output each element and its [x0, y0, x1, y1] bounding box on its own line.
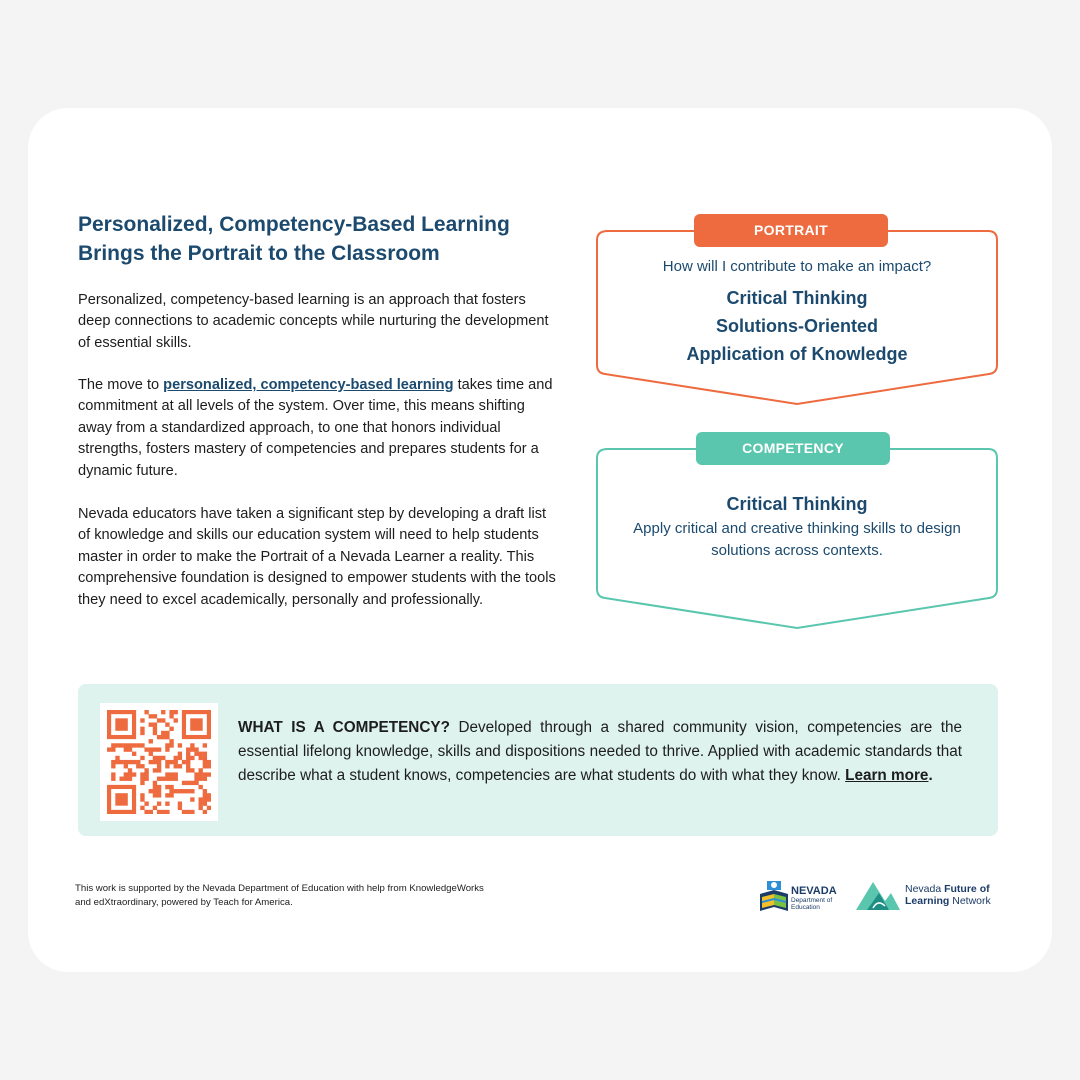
qr-module — [157, 747, 161, 751]
qr-module — [128, 743, 132, 747]
qr-module — [140, 806, 144, 810]
move-paragraph — [78, 375, 558, 482]
qr-module — [111, 747, 115, 751]
qr-module — [190, 781, 194, 785]
qr-module — [199, 756, 203, 760]
intro-paragraph: Personalized, competency-based learning is an approach that fosters deep connections to academic concepts while nurturing the development of essential skills. — [78, 292, 549, 351]
qr-module — [182, 810, 186, 814]
qr-module — [149, 739, 153, 743]
qr-module — [140, 727, 144, 731]
portrait-question: How will I contribute to make an impact? — [662, 258, 932, 275]
qr-module — [111, 772, 115, 776]
qr-module — [115, 718, 127, 730]
qr-module — [186, 768, 190, 772]
qr-module — [111, 764, 115, 768]
qr-module — [153, 785, 157, 789]
qr-module — [153, 722, 157, 726]
page-title-line-2: Brings the Portrait to the Classroom — [78, 242, 440, 265]
qr-module — [107, 747, 111, 751]
qr-module — [132, 760, 136, 764]
qr-module — [153, 768, 157, 772]
qr-module — [124, 747, 128, 751]
qr-module — [207, 806, 211, 810]
qr-module — [165, 743, 169, 747]
qr-module — [157, 802, 161, 806]
qr-module — [165, 810, 169, 814]
qr-module — [169, 789, 173, 793]
qr-module — [186, 747, 190, 751]
qr-module — [165, 793, 169, 797]
portrait-skill-item: Solutions-Oriented — [716, 316, 878, 336]
qr-module — [174, 756, 178, 760]
qr-module — [144, 802, 148, 806]
qr-module — [161, 735, 165, 739]
qr-module — [149, 760, 153, 764]
qr-module — [165, 747, 169, 751]
qr-module — [169, 785, 173, 789]
qr-module — [169, 739, 173, 743]
qr-module — [169, 743, 173, 747]
nfln-text-1: Nevada — [905, 883, 945, 895]
qr-module — [203, 802, 207, 806]
portrait-skill-item: Application of Knowledge — [686, 344, 908, 364]
qr-module — [194, 772, 198, 776]
qr-module — [153, 747, 157, 751]
qr-module — [190, 810, 194, 814]
qr-module — [182, 789, 186, 793]
qr-module — [169, 777, 173, 781]
qr-module — [178, 802, 182, 806]
page-title — [78, 210, 568, 268]
nevada-department-of-education-logo — [758, 880, 850, 914]
qr-module — [149, 752, 153, 756]
qr-module — [174, 789, 178, 793]
qr-module — [144, 768, 148, 772]
qr-module — [153, 793, 157, 797]
qr-module — [203, 793, 207, 797]
qr-module — [190, 718, 202, 730]
qr-module — [124, 777, 128, 781]
qr-module — [161, 731, 165, 735]
qr-module — [157, 785, 161, 789]
qr-module — [153, 731, 157, 735]
qr-module — [161, 777, 165, 781]
qr-module — [128, 768, 132, 772]
qr-module — [165, 722, 169, 726]
qr-module — [128, 760, 132, 764]
qr-module — [178, 789, 182, 793]
qr-module — [149, 747, 153, 751]
qr-module — [165, 760, 169, 764]
qr-module — [140, 743, 144, 747]
qr-module — [174, 710, 178, 714]
qr-module — [153, 756, 157, 760]
qr-module — [157, 789, 161, 793]
qr-module — [115, 760, 119, 764]
qr-module — [144, 810, 148, 814]
page-title-line-1: Personalized, Competency-Based Learning — [78, 213, 510, 236]
qr-module — [115, 793, 127, 805]
qr-module — [178, 764, 182, 768]
qr-module — [136, 764, 140, 768]
qr-module — [124, 772, 128, 776]
qr-module — [203, 777, 207, 781]
nde-logo-subtitle: Department of Education — [791, 897, 833, 911]
learn-more-period: . — [928, 767, 933, 784]
nfln-text-3: Learning — [905, 895, 950, 907]
move-paragraph-suffix: takes time and commitment at all levels of the system. Over time, this means shifting away from a standardized approach, to one that honors individual strengths, fosters mastery of competencies and prepares students for a dynamic future. — [78, 377, 553, 479]
qr-module — [203, 810, 207, 814]
competency-definition-text: Developed through a shared community vision, competencies are the essential lifelong knowledge, skills and dispositions needed to thrive. Applied with academic standards that describe what a student knows, competencies are what students do with what they know. — [238, 719, 962, 784]
qr-module — [178, 752, 182, 756]
qr-module — [140, 781, 144, 785]
qr-module — [186, 781, 190, 785]
qr-module — [199, 806, 203, 810]
qr-module — [203, 772, 207, 776]
qr-module — [165, 772, 169, 776]
qr-module — [190, 743, 194, 747]
portrait-skill-item: Critical Thinking — [726, 288, 868, 308]
nevada-future-of-learning-network-logo — [855, 879, 1005, 913]
competency-title: Critical Thinking — [726, 494, 868, 514]
qr-module — [186, 756, 190, 760]
learn-more-link[interactable]: Learn more — [845, 767, 929, 784]
qr-module — [144, 777, 148, 781]
mountain-icon — [855, 879, 901, 911]
qr-module — [136, 760, 140, 764]
qr-module — [178, 743, 182, 747]
qr-module — [144, 747, 148, 751]
qr-module — [203, 743, 207, 747]
move-paragraph-prefix: The move to — [78, 377, 164, 393]
qr-module — [157, 810, 161, 814]
qr-module — [157, 718, 161, 722]
nde-logo-title: NEVADA — [791, 885, 837, 897]
qr-module — [161, 718, 165, 722]
qr-module — [207, 764, 211, 768]
qr-module — [174, 760, 178, 764]
nfln-text-2: Future of — [944, 883, 990, 895]
qr-module — [174, 777, 178, 781]
qr-module — [190, 768, 194, 772]
portrait-skill-list — [597, 284, 997, 368]
qr-module — [186, 760, 190, 764]
qr-module — [174, 772, 178, 776]
qr-module — [111, 760, 115, 764]
qr-module — [199, 768, 203, 772]
qr-module — [149, 714, 153, 718]
qr-module — [207, 772, 211, 776]
qr-module — [128, 747, 132, 751]
qr-module — [132, 743, 136, 747]
qr-module — [199, 797, 203, 801]
qr-module — [203, 797, 207, 801]
qr-module — [199, 772, 203, 776]
qr-module — [186, 764, 190, 768]
qr-module — [140, 731, 144, 735]
qr-module — [203, 760, 207, 764]
qr-module — [199, 752, 203, 756]
qr-module — [140, 718, 144, 722]
qr-module — [157, 777, 161, 781]
qr-module — [149, 789, 153, 793]
qr-module — [115, 743, 119, 747]
qr-module — [199, 802, 203, 806]
qr-module — [165, 731, 169, 735]
qr-module — [186, 789, 190, 793]
qr-module — [207, 760, 211, 764]
qr-module — [157, 760, 161, 764]
qr-module — [178, 756, 182, 760]
qr-module — [182, 781, 186, 785]
qr-module — [190, 797, 194, 801]
competency-label: COMPETENCY — [696, 432, 890, 465]
qr-module — [124, 743, 128, 747]
qr-module — [207, 797, 211, 801]
qr-module — [153, 760, 157, 764]
qr-module — [153, 727, 157, 731]
qr-code-icon[interactable] — [100, 703, 218, 821]
support-footnote: This work is supported by the Nevada Department of Education with help from KnowledgeWorks and edXtraordinary, powered by Teach for America. — [75, 883, 484, 908]
qr-module — [140, 797, 144, 801]
qr-module — [194, 777, 198, 781]
qr-module — [140, 764, 144, 768]
qr-module — [140, 793, 144, 797]
qr-module — [190, 747, 194, 751]
qr-module — [157, 793, 161, 797]
qr-module — [178, 806, 182, 810]
qr-module — [119, 760, 123, 764]
qr-module — [161, 810, 165, 814]
qr-code-graphic — [107, 710, 211, 814]
qr-module — [132, 772, 136, 776]
qr-module — [169, 714, 173, 718]
qr-module — [186, 752, 190, 756]
qr-module — [169, 710, 173, 714]
qr-module — [169, 793, 173, 797]
qr-module — [144, 772, 148, 776]
book-person-icon — [758, 880, 790, 912]
qr-module — [153, 789, 157, 793]
competency-definition-label: WHAT IS A COMPETENCY? — [238, 719, 450, 736]
competency-description: Apply critical and creative thinking skills to design solutions across contexts. — [633, 520, 961, 559]
qr-module — [203, 764, 207, 768]
qr-module — [124, 764, 128, 768]
qr-module — [115, 756, 119, 760]
qr-module — [157, 768, 161, 772]
qr-module — [174, 764, 178, 768]
qr-module — [182, 760, 186, 764]
qr-module — [111, 777, 115, 781]
qr-module — [161, 756, 165, 760]
qr-module — [157, 735, 161, 739]
qr-module — [153, 806, 157, 810]
qr-module — [140, 772, 144, 776]
nfln-logo-text — [905, 883, 1005, 907]
qr-module — [165, 802, 169, 806]
qr-module — [194, 747, 198, 751]
qr-module — [190, 789, 194, 793]
qr-module — [169, 760, 173, 764]
qr-module — [157, 756, 161, 760]
qr-module — [207, 793, 211, 797]
qr-module — [199, 785, 203, 789]
qr-module — [124, 760, 128, 764]
qr-module — [186, 810, 190, 814]
qr-module — [165, 777, 169, 781]
qr-module — [132, 752, 136, 756]
qr-module — [190, 756, 194, 760]
qr-module — [149, 810, 153, 814]
qr-module — [136, 743, 140, 747]
qr-module — [161, 710, 165, 714]
qr-module — [194, 752, 198, 756]
qr-module — [165, 735, 169, 739]
qr-module — [203, 756, 207, 760]
qr-module — [169, 727, 173, 731]
qr-module — [169, 772, 173, 776]
qr-module — [203, 789, 207, 793]
portrait-label: PORTRAIT — [694, 214, 888, 247]
qr-module — [165, 785, 169, 789]
educators-paragraph: Nevada educators have taken a significant step by developing a draft list of knowledge and skills our education system will need to help students master in order to make the Portrait of a Nevada Learner a reality. This comprehensive foundation is designed to empower students with the tools they need to excel academically, personally and professionally. — [78, 506, 556, 608]
qr-module — [174, 718, 178, 722]
competency-definition — [238, 716, 962, 788]
qr-module — [128, 772, 132, 776]
qr-module — [157, 764, 161, 768]
personalized-learning-link[interactable]: personalized, competency-based learning — [163, 377, 454, 393]
qr-module — [128, 777, 132, 781]
qr-module — [140, 777, 144, 781]
qr-module — [144, 710, 148, 714]
qr-module — [153, 714, 157, 718]
qr-module — [119, 743, 123, 747]
qr-module — [149, 722, 153, 726]
qr-module — [199, 777, 203, 781]
qr-module — [165, 764, 169, 768]
qr-module — [194, 781, 198, 785]
qr-module — [140, 756, 144, 760]
qr-module — [203, 752, 207, 756]
qr-module — [111, 743, 115, 747]
qr-module — [119, 777, 123, 781]
qr-module — [153, 781, 157, 785]
nfln-text-4: Network — [949, 895, 991, 907]
